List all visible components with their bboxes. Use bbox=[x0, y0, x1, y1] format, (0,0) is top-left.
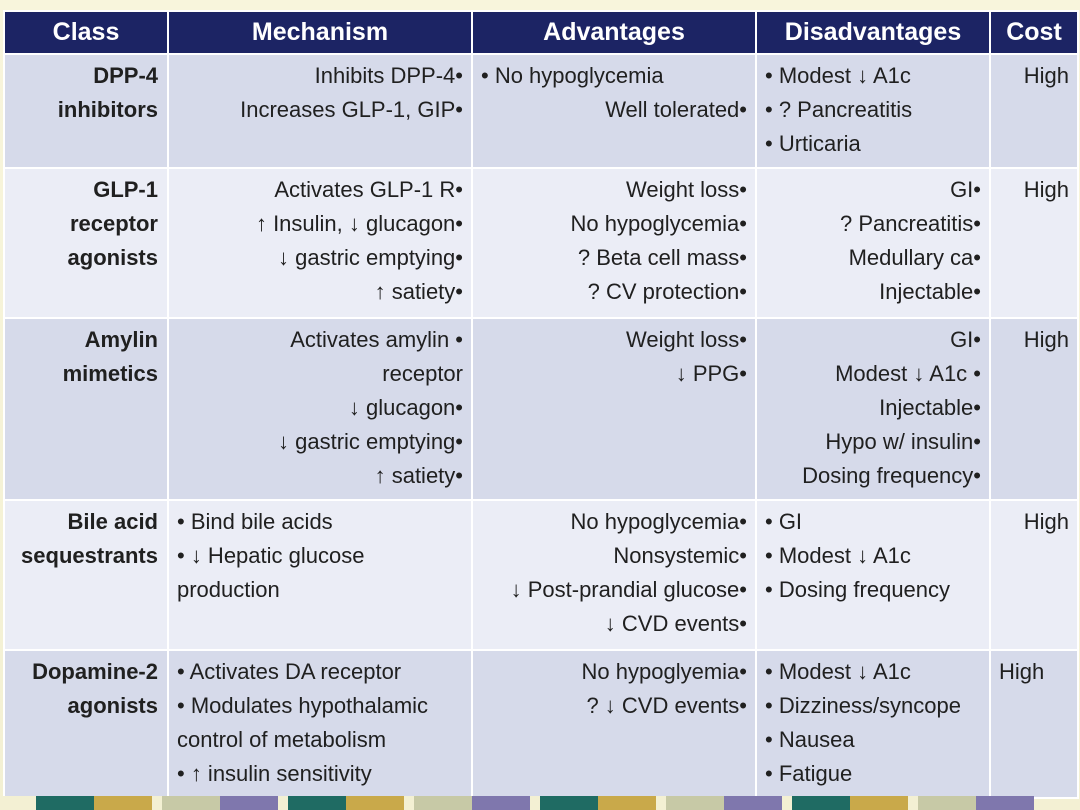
table-row bbox=[4, 650, 1078, 798]
advantage-line: ? ↓ CVD events• bbox=[586, 693, 747, 718]
table-row bbox=[4, 318, 1078, 500]
table-row bbox=[4, 500, 1078, 650]
class-cell bbox=[4, 54, 168, 168]
cost-cell: High bbox=[990, 168, 1078, 318]
mechanism-cell bbox=[168, 318, 472, 500]
class-cell bbox=[4, 168, 168, 318]
mechanism-line: Increases GLP-1, GIP• bbox=[240, 97, 463, 122]
advantage-line: ↓ CVD events• bbox=[604, 611, 747, 636]
stripe-segment bbox=[540, 796, 598, 810]
disadvantage-line: • Dosing frequency bbox=[765, 577, 951, 602]
class-line: receptor bbox=[69, 211, 158, 236]
cost-cell: High bbox=[990, 650, 1078, 798]
mechanism-line: Activates GLP-1 R• bbox=[274, 177, 463, 202]
mechanism-line: ↑ satiety• bbox=[374, 279, 463, 304]
disadvantage-line: Hypo w/ insulin• bbox=[825, 429, 981, 454]
mechanism-line: ↑ satiety• bbox=[374, 463, 463, 488]
class-line: sequestrants bbox=[21, 543, 158, 568]
stripe-segment bbox=[220, 796, 278, 810]
header-disadvantages: Disadvantages bbox=[756, 11, 990, 54]
stripe-segment bbox=[976, 796, 1034, 810]
table-row bbox=[4, 168, 1078, 318]
disadvantage-line: Injectable• bbox=[879, 395, 981, 420]
cost-cell: High bbox=[990, 54, 1078, 168]
stripe-segment bbox=[850, 796, 908, 810]
disadvantages-cell bbox=[756, 318, 990, 500]
header-cost: Cost bbox=[990, 11, 1078, 54]
disadvantages-cell bbox=[756, 650, 990, 798]
stripe-segment bbox=[346, 796, 404, 810]
disadvantage-line: • ? Pancreatitis bbox=[765, 97, 913, 122]
advantage-line: ↓ Post-prandial glucose• bbox=[510, 577, 747, 602]
stripe-segment bbox=[724, 796, 782, 810]
disadvantage-line: Modest ↓ A1c • bbox=[835, 361, 981, 386]
stripe-segment bbox=[598, 796, 656, 810]
class-line: DPP-4 bbox=[93, 63, 158, 88]
table-row bbox=[4, 54, 1078, 168]
mechanism-cell bbox=[168, 650, 472, 798]
advantages-cell bbox=[472, 54, 756, 168]
cost-cell: High bbox=[990, 500, 1078, 650]
disadvantage-line: • Modest ↓ A1c bbox=[765, 543, 911, 568]
class-line: mimetics bbox=[62, 361, 158, 386]
stripe-segment bbox=[414, 796, 472, 810]
disadvantages-cell bbox=[756, 54, 990, 168]
class-line: Dopamine-2 bbox=[32, 659, 158, 684]
disadvantage-line: • Nausea bbox=[765, 727, 855, 752]
header-row bbox=[4, 11, 1078, 54]
stripe-segment bbox=[36, 796, 94, 810]
stripe-segment bbox=[94, 796, 152, 810]
disadvantage-line: • Fatigue bbox=[765, 761, 853, 786]
advantages-cell bbox=[472, 318, 756, 500]
disadvantage-line: • GI bbox=[765, 509, 803, 534]
disadvantages-cell bbox=[756, 168, 990, 318]
stripe-segment bbox=[472, 796, 530, 810]
stripe-segment bbox=[792, 796, 850, 810]
advantage-line: ? Beta cell mass• bbox=[577, 245, 747, 270]
advantage-line: No hypoglycemia• bbox=[570, 211, 747, 236]
cost-cell: High bbox=[990, 318, 1078, 500]
class-line: agonists bbox=[67, 245, 158, 270]
disadvantage-line: GI• bbox=[950, 327, 981, 352]
disadvantage-line: Dosing frequency• bbox=[802, 463, 981, 488]
advantages-cell bbox=[472, 650, 756, 798]
mechanism-line: Inhibits DPP-4• bbox=[314, 63, 463, 88]
stripe-segment bbox=[666, 796, 724, 810]
footer-color-stripe bbox=[0, 796, 1080, 810]
class-cell bbox=[4, 650, 168, 798]
class-line: GLP-1 bbox=[93, 177, 158, 202]
class-line: inhibitors bbox=[57, 97, 158, 122]
mechanism-line: ↓ glucagon• bbox=[348, 395, 463, 420]
class-line: agonists bbox=[67, 693, 158, 718]
mechanism-line: production bbox=[177, 577, 280, 602]
mechanism-line: Activates amylin • bbox=[290, 327, 463, 352]
class-cell bbox=[4, 500, 168, 650]
mechanism-line: control of metabolism bbox=[177, 727, 387, 752]
stripe-segment bbox=[162, 796, 220, 810]
comparison-table bbox=[3, 10, 1079, 799]
advantage-line: Well tolerated• bbox=[605, 97, 747, 122]
disadvantage-line: Medullary ca• bbox=[848, 245, 981, 270]
stripe-segment bbox=[918, 796, 976, 810]
class-line: Amylin bbox=[84, 327, 158, 352]
advantage-line: Weight loss• bbox=[625, 177, 747, 202]
mechanism-line: • ↑ insulin sensitivity bbox=[177, 761, 372, 786]
disadvantage-line: • Dizziness/syncope bbox=[765, 693, 962, 718]
header-advantages: Advantages bbox=[472, 11, 756, 54]
advantage-line: Weight loss• bbox=[625, 327, 747, 352]
mechanism-cell bbox=[168, 500, 472, 650]
mechanism-line: • Activates DA receptor bbox=[177, 659, 402, 684]
disadvantage-line: Injectable• bbox=[879, 279, 981, 304]
header-class: Class bbox=[4, 11, 168, 54]
class-cell bbox=[4, 318, 168, 500]
disadvantage-line: • Modest ↓ A1c bbox=[765, 659, 911, 684]
advantage-line: No hypoglyemia• bbox=[581, 659, 747, 684]
disadvantage-line: ? Pancreatitis• bbox=[840, 211, 981, 236]
mechanism-line: • Bind bile acids bbox=[177, 509, 333, 534]
mechanism-line: ↓ gastric emptying• bbox=[278, 429, 463, 454]
advantage-line: • No hypoglycemia bbox=[481, 63, 664, 88]
mechanism-line: receptor bbox=[382, 361, 463, 386]
stripe-segment bbox=[288, 796, 346, 810]
mechanism-cell bbox=[168, 54, 472, 168]
mechanism-cell bbox=[168, 168, 472, 318]
advantage-line: No hypoglycemia• bbox=[570, 509, 747, 534]
mechanism-line: • ↓ Hepatic glucose bbox=[177, 543, 365, 568]
mechanism-line: • Modulates hypothalamic bbox=[177, 693, 429, 718]
disadvantage-line: GI• bbox=[950, 177, 981, 202]
header-mechanism: Mechanism bbox=[168, 11, 472, 54]
disadvantage-line: • Urticaria bbox=[765, 131, 861, 156]
advantages-cell bbox=[472, 168, 756, 318]
mechanism-line: ↑ Insulin, ↓ glucagon• bbox=[255, 211, 463, 236]
disadvantages-cell bbox=[756, 500, 990, 650]
disadvantage-line: • Modest ↓ A1c bbox=[765, 63, 911, 88]
class-line: Bile acid bbox=[67, 509, 158, 534]
mechanism-line: ↓ gastric emptying• bbox=[278, 245, 463, 270]
advantage-line: Nonsystemic• bbox=[613, 543, 747, 568]
advantage-line: ↓ PPG• bbox=[675, 361, 747, 386]
advantages-cell bbox=[472, 500, 756, 650]
advantage-line: ? CV protection• bbox=[587, 279, 747, 304]
